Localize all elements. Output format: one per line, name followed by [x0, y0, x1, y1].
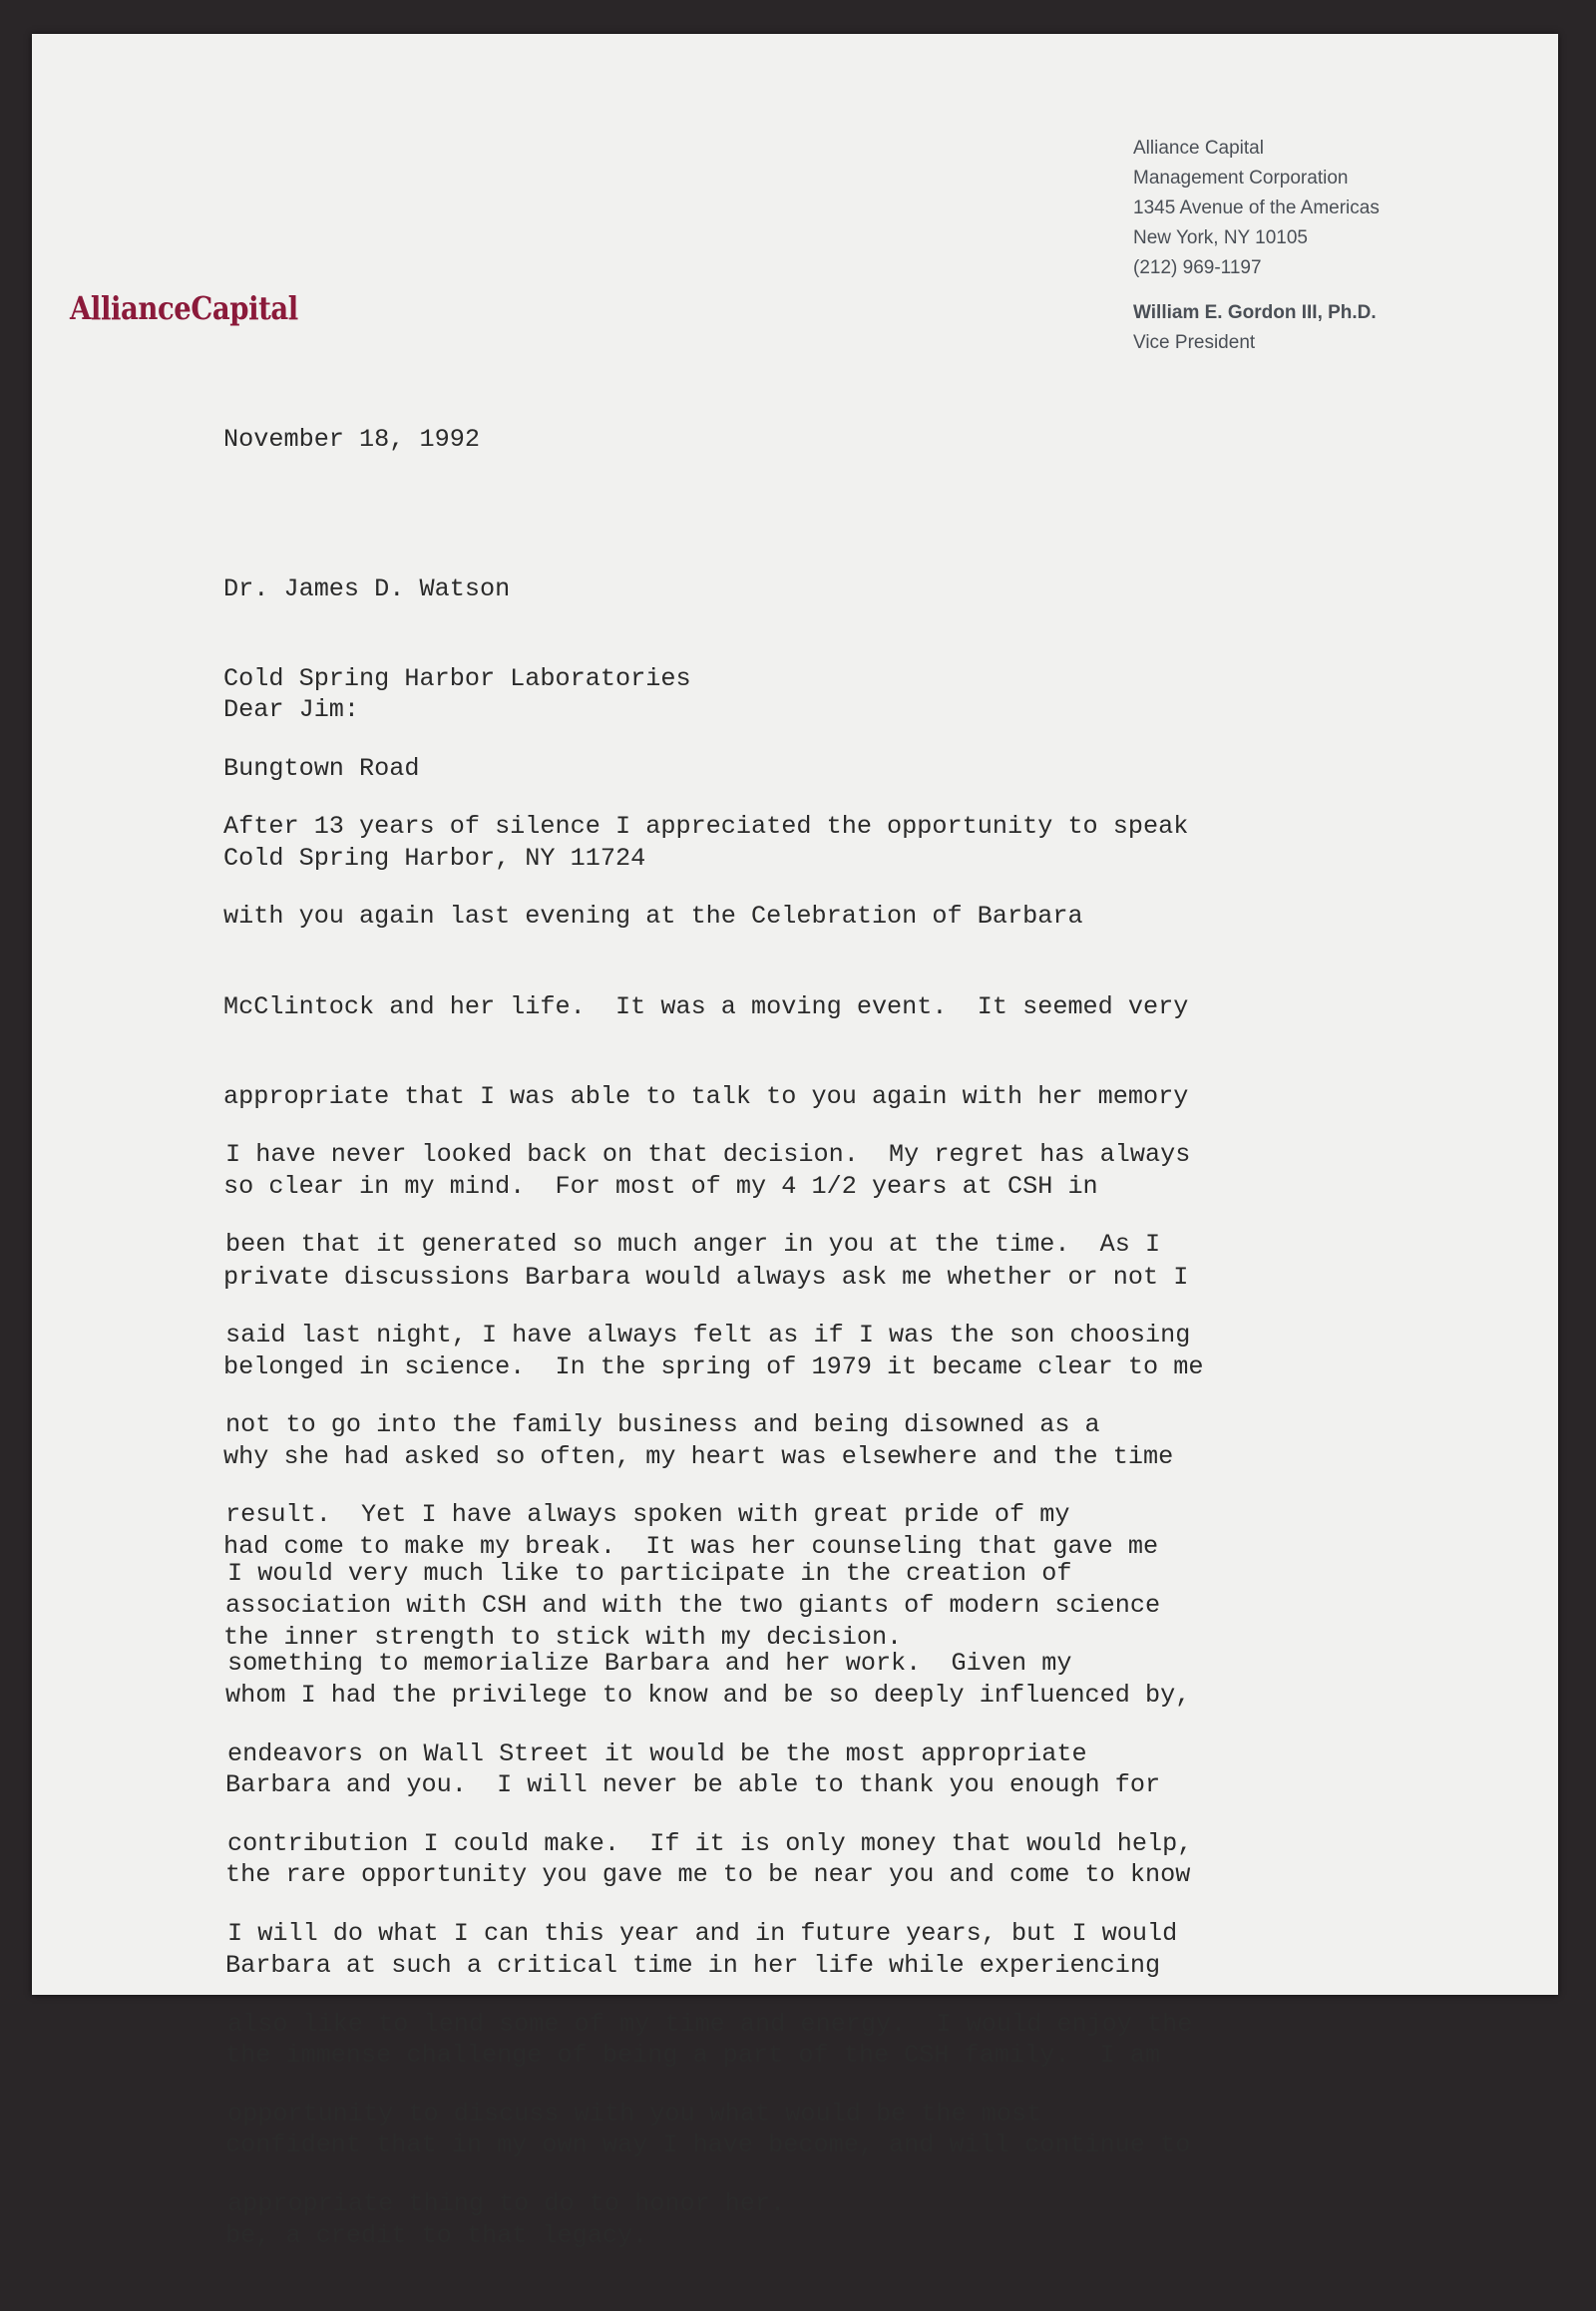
text-line: had come to make my break. It was her counseling that gave me [223, 1532, 1159, 1562]
text-line: something to memorialize Barbara and her work. Given my [227, 1649, 1072, 1679]
letterhead-city-line: New York, NY 10105 [1133, 227, 1308, 248]
text-line: opportunity to discuss with you what would be the most [227, 2099, 1042, 2128]
text-line: Barbara at such a critical time in her life while experiencing [225, 1950, 1161, 1980]
letterhead-block [1133, 134, 1380, 358]
text-line: be, a credit to that legacy. [225, 2220, 648, 2250]
text-line: the immense challenge of being a part of the CSH family. I am [225, 2041, 1161, 2070]
text-line: appropriate that I was able to talk to you again with her memory [223, 1082, 1189, 1112]
letter-date: November 18, 1992 [223, 425, 480, 454]
recipient-street: Bungtown Road [223, 754, 420, 783]
salutation: Dear Jim: [223, 695, 360, 724]
recipient-organization: Cold Spring Harbor Laboratories [223, 664, 691, 693]
recipient-city: Cold Spring Harbor, NY 11724 [223, 844, 646, 873]
text-line: appropriate thing to do to honor her. [227, 2189, 786, 2219]
company-logo: AllianceCapital [70, 289, 298, 327]
text-line: contribution I could make. If it is only money that would help, [227, 1829, 1193, 1859]
letterhead-address-line: 1345 Avenue of the Americas [1133, 197, 1380, 218]
text-line: Barbara and you. I will never be able to thank you enough for [225, 1770, 1161, 1800]
text-line: I will do what I can this year and in future years, but I would [227, 1919, 1178, 1949]
text-line: been that it generated so much anger in you at the time. As I [225, 1230, 1161, 1260]
text-line: private discussions Barbara would always ask me whether or not I [223, 1262, 1189, 1292]
recipient-name: Dr. James D. Watson [223, 575, 511, 603]
text-line: said last night, I have always felt as if I was the son choosing [225, 1320, 1191, 1349]
text-line: endeavors on Wall Street it would be the most appropriate [227, 1738, 1087, 1768]
letter-page [32, 34, 1558, 2250]
text-line: why she had asked so often, my heart was elsewhere and the time [223, 1442, 1174, 1472]
text-line: confident that in my own way I have become, and will continue to [225, 2130, 1191, 2160]
letterhead-company-line: Management Corporation [1133, 168, 1349, 189]
text-line: result. Yet I have always spoken with great pride of my [225, 1500, 1070, 1530]
text-line: so clear in my mind. For most of my 4 1/2 years at CSH in [223, 1172, 1098, 1202]
letterhead-phone: (212) 969-1197 [1133, 257, 1262, 278]
text-line: belonged in science. In the spring of 1979 it became clear to me [223, 1351, 1204, 1381]
sender-title: Vice President [1133, 332, 1256, 353]
text-line: not to go into the family business and being disowned as a [225, 1410, 1100, 1440]
text-line: I have never looked back on that decision. My regret has always [225, 1140, 1191, 1170]
text-line: also like to lend some of my time and energy. I would enjoy the [227, 2009, 1193, 2039]
text-line: with you again last evening at the Celebration of Barbara [223, 902, 1083, 932]
sender-name: William E. Gordon III, Ph.D. [1133, 302, 1377, 323]
text-line: I would very much like to participate in the creation of [227, 1559, 1072, 1589]
text-line: the inner strength to stick with my decision. [223, 1622, 903, 1652]
body-paragraph-3 [227, 1499, 1192, 2279]
letterhead-company-line: Alliance Capital [1133, 138, 1264, 159]
text-line: After 13 years of silence I appreciated the opportunity to speak [223, 812, 1189, 842]
text-line: association with CSH and with the two giants of modern science [225, 1590, 1161, 1620]
text-line: whom I had the privilege to know and be so deeply influenced by, [225, 1680, 1191, 1710]
text-line: the rare opportunity you gave me to be near you and come to know [225, 1860, 1191, 1890]
text-line: McClintock and her life. It was a moving event. It seemed very [223, 991, 1189, 1021]
